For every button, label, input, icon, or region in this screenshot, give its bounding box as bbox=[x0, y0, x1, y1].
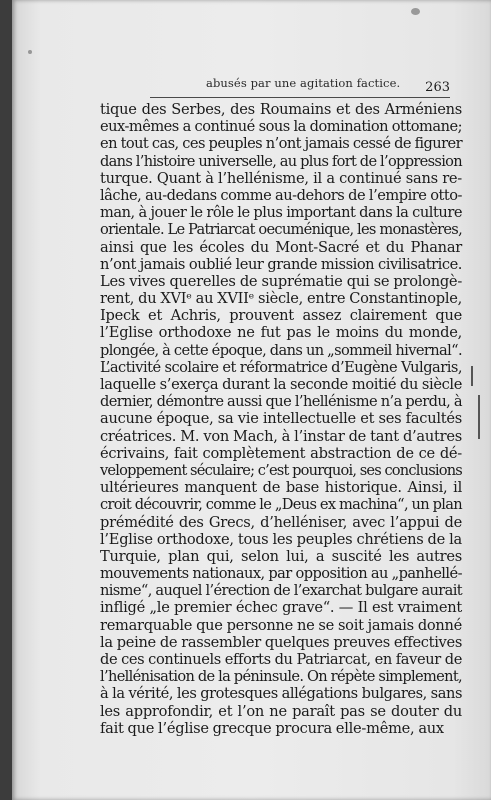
text-line: Turquie, plan qui, selon lui, a suscité les autres bbox=[100, 547, 462, 565]
page-number: 263 bbox=[425, 80, 450, 95]
text-line: n’ont jamais oublié leur grande mission civilisatrice. bbox=[100, 255, 462, 273]
body-text bbox=[100, 101, 462, 737]
ink-speck bbox=[28, 50, 32, 54]
text-line: croit découvrir, comme le „Deus ex machina“, un plan bbox=[100, 496, 462, 514]
text-line: lâche, au-dedans comme au-dehors de l’empire otto- bbox=[100, 186, 462, 204]
text-line: ultérieures manquent de base historique. Ainsi, il bbox=[100, 479, 462, 497]
text-line: eux-mêmes a continué sous la domination ottomane; bbox=[100, 118, 462, 136]
text-line: infligé „le premier échec grave“. — Il est vraiment bbox=[100, 599, 462, 617]
text-line: plongée, à cette époque, dans un „sommeil hivernal“. bbox=[100, 341, 462, 359]
text-line: nisme“, auquel l’érection de l’exarchat bulgare aurait bbox=[100, 582, 462, 600]
text-line: de ces continuels efforts du Patriarcat, en faveur de bbox=[100, 651, 462, 668]
text-line: tique des Serbes, des Roumains et des Arméniens bbox=[100, 101, 462, 118]
text-line: remarquable que personne ne se soit jamais donné bbox=[100, 616, 462, 634]
text-line: rent, du XVIᵉ au XVIIᵉ siècle, entre Constantinople, bbox=[100, 290, 462, 308]
text-line: veloppement séculaire; c’est pourquoi, ses conclusions bbox=[100, 461, 462, 479]
text-line: créatrices. M. von Mach, à l’instar de tant d’autres bbox=[100, 427, 462, 445]
text-line: prémédité des Grecs, d’helléniser, avec l’appui de bbox=[100, 513, 462, 531]
text-line: laquelle s’exerça durant la seconde moitié du siècle bbox=[100, 376, 462, 393]
text-line: aucune époque, sa vie intellectuelle et ses facultés bbox=[100, 410, 462, 428]
text-line: à la vérité, les grotesques allégations bulgares, sans bbox=[100, 685, 462, 703]
text-line: Les vives querelles de suprématie qui se prolongè- bbox=[100, 272, 462, 290]
text-line: l’Eglise orthodoxe ne fut pas le moins du monde, bbox=[100, 324, 462, 342]
text-line: mouvements nationaux, par opposition au „panhellé- bbox=[100, 565, 462, 583]
text-line: man, à jouer le rôle le plus important dans la culture bbox=[100, 204, 462, 222]
text-line: dans l’histoire universelle, au plus fort de l’oppression bbox=[100, 152, 462, 170]
text-line: L’activité scolaire et réformatrice d’Eugène Vulgaris, bbox=[100, 358, 462, 376]
ink-speck bbox=[411, 8, 420, 15]
text-line: orientale. Le Patriarcat oecuménique, les monastères, bbox=[100, 221, 462, 239]
text-line: Ipeck et Achris, prouvent assez clairement que bbox=[100, 307, 462, 325]
text-line: écrivains, fait complètement abstraction de ce dé- bbox=[100, 444, 462, 462]
margin-mark bbox=[471, 366, 473, 386]
text-line: dernier, démontre aussi que l’hellénisme n’a perdu, à bbox=[100, 393, 462, 411]
running-head: abusés par une agitation factice. bbox=[206, 76, 401, 90]
text-line: ainsi que les écoles du Mont-Sacré et du Phanar bbox=[100, 238, 462, 256]
page-header bbox=[150, 74, 450, 98]
text-line: turque. Quant à l’hellénisme, il a continué sans re- bbox=[100, 169, 462, 187]
header-rule bbox=[150, 97, 450, 98]
text-line: l’Eglise orthodoxe, tous les peuples chrétiens de la bbox=[100, 530, 462, 548]
text-line: fait que l’église grecque procura elle-même, aux bbox=[100, 719, 444, 737]
text-line: les approfondir, et l’on ne paraît pas se douter du bbox=[100, 702, 462, 720]
text-line: l’hellénisation de la péninsule. On répète simplement, bbox=[100, 668, 462, 686]
margin-mark bbox=[478, 395, 480, 439]
text-line: en tout cas, ces peuples n’ont jamais cessé de figurer bbox=[100, 135, 462, 153]
text-line: la peine de rassembler quelques preuves effectives bbox=[100, 633, 462, 651]
